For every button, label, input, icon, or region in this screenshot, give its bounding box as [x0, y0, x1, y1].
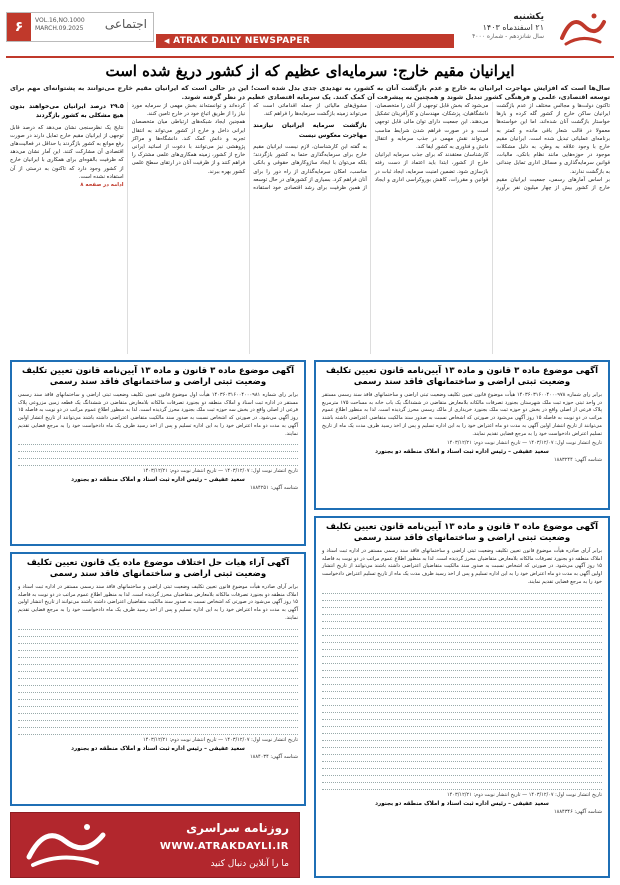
issue-day: یکشنبه	[513, 12, 544, 22]
notice-title: آگهی موضوع ماده ۳ قانون و ماده ۱۳ آیین‌نامه قانون تعیین تکلیف وضعیت ثبتی اراضی و ساختمانهای فاقد سند رسمی	[326, 522, 598, 544]
notice-code: شناسه آگهی: ۱۸۸۴۳۴۶	[553, 808, 602, 815]
promo-title: روزنامه سراسری	[186, 821, 289, 835]
volume-info	[35, 17, 85, 33]
page-number: ۶	[7, 13, 31, 41]
article-subheading: بازگشت سرمایه ایرانیان نیازمند مهاجرت معکوس نیست	[253, 122, 367, 139]
notice-dates: تاریخ انتشار نوبت اول: ۱۴۰۳/۱۲/۰۷ — تاریخ انتشار نوبت دوم: ۱۴۰۳/۱۲/۲۱	[447, 440, 602, 447]
article-paragraph: تاکنون دولت‌ها و مجالس مختلف از عدم بازگشت ایرانیان ساکن خارج از کشور گله کرده و بارها خواستار بازگشت آنان شده‌اند، اما این خواسته‌ها معمولا در قالب شعار باقی مانده و کمتر به برنامه‌ای عملیاتی تبدیل شده است. ایرانیان مقیم خارج با وجود علاقه به وطن، به دلیل مشکلات موجود در حوزه‌هایی مانند نظام بانکی، مالیات، قوانین سرمایه‌گذاری و مسائل اداری تمایل چندانی به بازگشت ندارند.	[496, 103, 610, 175]
newspaper-promo-banner	[10, 812, 300, 878]
article-paragraph: به گفته این کارشناسان، لازم نیست ایرانیان مقیم خارج برای سرمایه‌گذاری حتما به کشور بازگردند؛ بلکه می‌توان با ایجاد سازوکارهای حقوقی و بانکی مناسب، امکان سرمایه‌گذاری از راه دور را برای آنان فراهم کرد. بسیاری از کشورهای در حال توسعه از همین ظرفیت برای رشد اقتصادی خود استفاده کرده‌اند و توانسته‌اند بخش مهمی از سرمایه مورد نیاز را از طریق اتباع خود در خارج تامین کنند.	[131, 103, 367, 192]
notice-body: برابر رای شماره ۱۴۰۳۶۰۳۱۶۰۰۴۰۰۰۹۸۱ هیأت اول موضوع قانون تعیین تکلیف وضعیت ثبتی اراضی و ساختمانهای فاقد سند رسمی مستقر در اداره ثبت اسناد و املاک منطقه دو بجنورد تصرفات مالکانه بلامعارض متقاضی در ششدانگ یک قطعه زمین مزروعی پلاک فرعی از اصلی واقع در بخش سه حوزه ثبت ملک بجنورد محرز گردیده است. لذا به منظور اطلاع عموم مراتب در دو نوبت به فاصله ۱۵ روز آگهی می‌شود. در صورتی که اشخاص نسبت به صدور سند مالکیت متقاضی اعتراضی داشته باشند می‌توانند از تاریخ انتشار اولین آگهی به مدت دو ماه اعتراض خود را به این اداره تسلیم و پس از اخذ رسید ظرف یک ماه دادخواست خود را به مرجع قضایی تقدیم نمایند.	[18, 391, 298, 437]
notice-code: شناسه آگهی: ۱۸۸۴۰۳۴	[249, 753, 298, 760]
arrow-icon: ◀	[164, 37, 170, 45]
article-headline: ایرانیان مقیم خارج: سرمایه‌ای عظیم که از کشور دریغ شده است	[105, 62, 515, 80]
article-paragraph: نتایج یک نظرسنجی نشان می‌دهد که درصد قابل توجهی از ایرانیان مقیم خارج تمایل دارند در صورت رفع موانع به کشور بازگردند یا حداقل در فعالیت‌های اقتصادی آن مشارکت کنند. این آمار نشان می‌دهد که ظرفیت بالقوه‌ای برای همکاری با ایرانیان خارج از کشور وجود دارد که تاکنون به درستی از آن استفاده نشده است.	[10, 124, 124, 180]
notice-signer: سعید عفیفی – رئیس اداره ثبت اسناد و املاک منطقه دو بجنورد	[375, 800, 549, 807]
article-paragraph: کارشناسان معتقدند که برای جذب سرمایه ایرانیان خارج از کشور، ابتدا باید اعتماد از دست رفته بازسازی شود. تضمین امنیت سرمایه، ایجاد ثبات در قوانین و مقررات، کاهش بوروکراسی اداری و ایجاد مشوق‌های مالیاتی از جمله اقداماتی است که می‌تواند زمینه بازگشت سرمایه‌ها را فراهم کند.	[253, 103, 489, 183]
page-header	[6, 6, 614, 58]
notice-dates: تاریخ انتشار نوبت اول: ۱۴۰۳/۱۲/۰۷ — تاریخ انتشار نوبت دوم: ۱۴۰۳/۱۲/۲۱	[143, 736, 298, 743]
notice-signer: سعید عفیفی – رئیس اداره ثبت اسناد و املاک منطقه دو بجنورد	[71, 477, 245, 484]
volume-date: MARCH.09.2025	[35, 24, 84, 32]
issue-date-fa: ۲۱ اسفندماه ۱۴۰۳	[482, 23, 544, 33]
masthead-band	[156, 34, 454, 48]
notice-title: آگهی موضوع ماده ۳ قانون و ماده ۱۳ آیین‌نامه قانون تعیین تکلیف وضعیت ثبتی اراضی و ساختمانهای فاقد سند رسمی	[326, 366, 598, 388]
promo-tagline: ما را آنلاین دنبال کنید	[210, 859, 289, 869]
notice-code: شناسه آگهی: ۱۸۸۴۲۵۱	[249, 485, 298, 492]
notice-title: آگهی موضوع ماده ۳ قانون و ماده ۱۳ آیین‌نامه قانون تعیین تکلیف وضعیت ثبتی اراضی و ساختمانهای فاقد سند رسمی	[22, 366, 294, 388]
volume-number: VOL.16,NO.1000	[35, 17, 85, 24]
notice-body: برابر رای شماره ۱۴۰۳۶۰۳۱۶۰۰۴۰۰۰۹۷۸ هیأت موضوع قانون تعیین تکلیف وضعیت ثبتی اراضی و ساختمانهای فاقد سند رسمی مستقر در واحد ثبتی حوزه ثبت ملک شهرستان بجنورد تصرفات مالکانه بلامعارض متقاضی در ششدانگ یک باب خانه به مساحت ۱۷۵ مترمربع پلاک فرعی از اصلی واقع در بخش دو حوزه ثبت ملک بجنورد خریداری از مالک رسمی محرز گردیده است. لذا به منظور اطلاع عموم مراتب در دو نوبت به فاصله ۱۵ روز آگهی می‌شود در صورتی که اشخاص نسبت به صدور سند مالکیت متقاضی اعتراضی داشته باشند می‌توانند از تاریخ انتشار اولین آگهی به مدت دو ماه اعتراض خود را به این اداره تسلیم و پس از اخذ رسید ظرف مدت یک ماه از تاریخ تسلیم اعتراض دادخواست خود را به مرجع قضایی تقدیم نمایند.	[322, 391, 602, 437]
notice-fine-print	[322, 589, 602, 790]
notice-fine-print	[18, 625, 298, 735]
legal-notice	[10, 360, 306, 546]
article-body	[10, 102, 610, 354]
section-name: اجتماعی	[104, 17, 147, 31]
masthead-band-text: ATRAK DAILY NEWSPAPER	[173, 36, 311, 46]
notice-dates: تاریخ انتشار نوبت اول: ۱۴۰۳/۱۲/۰۷ — تاریخ انتشار نوبت دوم: ۱۴۰۳/۱۲/۲۱	[143, 468, 298, 475]
article-lead: سال‌ها است که افزایش مهاجرت ایرانیان به خارج و عدم بازگشت آنان به کشور، به تهدیدی جدی بدل شده است؛ این در حالی است که ایرانیان مقیم خارج می‌توانند به پشتوانه‌ای مهم برای توسعه اقتصادی، علمی و فرهنگی کشور تبدیل شوند و همچنین به پیشرفت آن کمک کنند. یک سرمایه اقتصادی عظیم در نظر گرفته شوند.	[10, 84, 610, 102]
notice-fine-print	[18, 440, 298, 466]
article-paragraph: بر اساس آمارهای رسمی، جمعیت ایرانیان مقیم خارج از کشور بیش از چهار میلیون نفر برآورد می‌شود که بخش قابل توجهی از آنان را متخصصان، دانشگاهیان، پزشکان، مهندسان و کارآفرینان تشکیل می‌دهند. این جمعیت دارای توان مالی قابل توجهی است و در صورت فراهم شدن شرایط مناسب می‌تواند نقش مهمی در جذب سرمایه و انتقال دانش و فناوری به کشور ایفا کند.	[374, 103, 610, 192]
atrak-logo-icon	[554, 8, 610, 52]
notice-signer: سعید عفیفی – رئیس اداره ثبت اسناد و املاک منطقه دو بجنورد	[375, 449, 549, 456]
legal-notice	[314, 516, 610, 878]
promo-url[interactable]: WWW.ATRAKDAYLI.IR	[159, 841, 289, 852]
issue-date-extra: سال شانزدهم - شماره ۴۰۰۰	[472, 33, 544, 41]
legal-notice	[314, 360, 610, 510]
notice-code: شناسه آگهی: ۱۸۸۳۲۴۴	[553, 457, 602, 464]
article-subheading: ۲۹.۵ درصد ایرانیان می‌خواهند بدون هیچ مشکلی به کشور بازگردند	[10, 103, 124, 120]
notice-signer: سعید عفیفی – رئیس اداره ثبت اسناد و املاک منطقه دو بجنورد	[71, 745, 245, 752]
notice-title: آگهی آراء هیات حل اختلاف موضوع ماده یک قانون تعیین تکلیف وضعیت ثبتی اراضی و ساختمانهای فاقد سند رسمی	[26, 558, 290, 580]
notice-body: برابر آرای صادره هیأت موضوع قانون تعیین تکلیف وضعیت ثبتی اراضی و ساختمانهای فاقد سند رسمی مستقر در اداره ثبت اسناد و املاک منطقه دو بجنورد تصرفات مالکانه بلامعارض متقاضیان محرز گردیده است. لذا به منظور اطلاع عموم مراتب در دو نوبت به فاصله ۱۵ روز آگهی می‌شود در صورتی که اشخاص نسبت به صدور سند مالکیت متقاضیان اعتراضی داشته باشند می‌توانند از تاریخ انتشار اولین آگهی به مدت دو ماه اعتراض خود را به این اداره تسلیم و پس از اخذ رسید ظرف یک ماه دادخواست خود را به مرجع قضایی تقدیم نمایند.	[18, 583, 298, 621]
notice-dates: تاریخ انتشار نوبت اول: ۱۴۰۳/۱۲/۰۷ — تاریخ انتشار نوبت دوم: ۱۴۰۳/۱۲/۲۱	[447, 791, 602, 798]
section-box	[6, 12, 154, 42]
continued-note: ادامه در صفحه ۸	[80, 182, 124, 189]
issue-date	[472, 12, 544, 41]
article-paragraph: همچنین ایجاد شبکه‌های ارتباطی میان متخصصان ایرانی داخل و خارج از کشور می‌تواند به انتقال تجربه و دانش کمک کند. دانشگاه‌ها و مراکز پژوهشی نیز می‌توانند با دعوت از اساتید ایرانی خارج از کشور، زمینه همکاری‌های علمی مشترک را فراهم کنند و از ظرفیت آنان در ارتقای سطح علمی کشور بهره ببرند.	[131, 119, 246, 175]
atrak-logo-icon	[19, 819, 109, 873]
legal-notice	[10, 552, 306, 806]
notice-body: برابر آرای صادره هیأت موضوع قانون تعیین تکلیف وضعیت ثبتی اراضی و ساختمانهای فاقد سند رسمی مستقر در اداره ثبت اسناد و املاک منطقه دو بجنورد تصرفات مالکانه بلامعارض متقاضیان محرز گردیده است. لذا به منظور اطلاع عموم مراتب در دو نوبت به فاصله ۱۵ روز آگهی می‌شود. در صورتی که اشخاص نسبت به صدور سند مالکیت متقاضیان اعتراضی داشته باشند می‌توانند از تاریخ انتشار اولین آگهی به مدت دو ماه اعتراض خود را به این اداره تسلیم و پس از اخذ رسید ظرف مدت یک ماه از تاریخ تسلیم اعتراض دادخواست خود را به مرجع قضایی تقدیم نمایند.	[322, 547, 602, 585]
